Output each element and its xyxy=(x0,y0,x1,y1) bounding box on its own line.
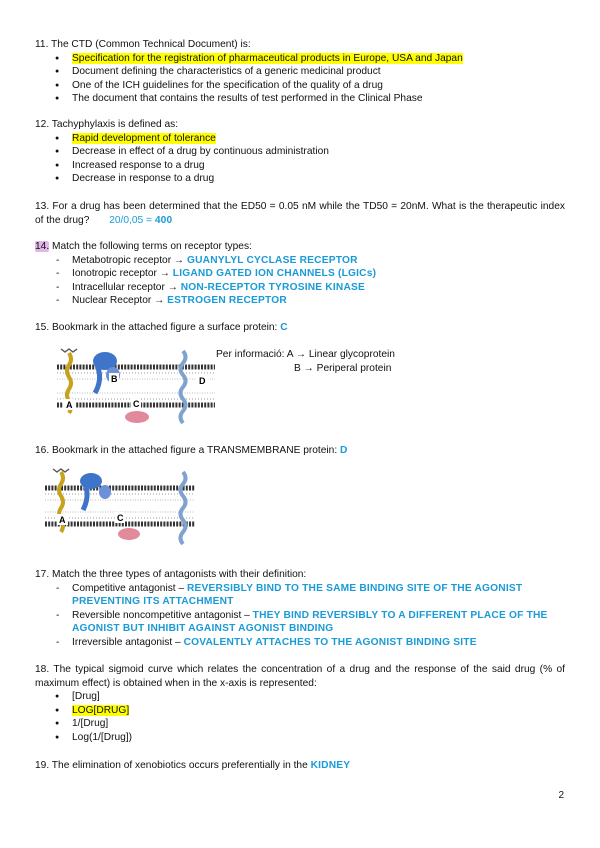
question-text: 11. The CTD (Common Technical Document) is: xyxy=(35,39,251,50)
surface-protein-c xyxy=(125,411,149,423)
question-text: 12. Tachyphylaxis is defined as: xyxy=(35,119,179,130)
question-text: 16. Bookmark in the attached figure a TRANSMEMBRANE protein: xyxy=(35,445,341,456)
page-number: 2 xyxy=(558,790,564,801)
options-list xyxy=(35,52,565,106)
question-text: 15. Bookmark in the attached figure a surface protein: xyxy=(35,322,281,333)
match-list xyxy=(35,254,565,308)
membrane-figure-1 xyxy=(57,345,215,427)
label-a: A xyxy=(59,515,66,525)
answer-text: NON-RECEPTOR TYROSINE KINASE xyxy=(180,281,365,293)
match-item xyxy=(35,254,565,268)
question-13 xyxy=(35,200,565,227)
label-c: C xyxy=(133,399,140,409)
highlighted-answer: Rapid development of tolerance xyxy=(72,132,216,144)
term: Ionotropic receptor → xyxy=(72,268,173,280)
match-item xyxy=(35,636,565,650)
highlighted-answer: Specification for the registration of pharmaceutical products in Europe, USA and Japan xyxy=(72,52,463,64)
match-item xyxy=(35,582,565,609)
question-line xyxy=(35,240,565,254)
question-11 xyxy=(35,38,565,106)
term: Intracellular receptor → xyxy=(72,281,181,293)
answer-text: C xyxy=(280,322,288,333)
transmembrane-protein-d xyxy=(181,472,186,544)
figure-note xyxy=(216,348,395,376)
highlighted-answer: LOG[DRUG] xyxy=(72,704,130,716)
answer-text: ESTROGEN RECEPTOR xyxy=(167,295,287,307)
term: Reversible noncompetitive antagonist – xyxy=(72,609,253,621)
calc-text: 20/0,05 = xyxy=(109,214,155,226)
peripheral-protein-b xyxy=(80,473,111,510)
note-line-2: B → Periperal protein xyxy=(294,363,392,374)
question-text: 18. The typical sigmoid curve which relates the concentration of a drug and the response of the said drug (% of maximum effect) is obtained when in the x-axis is represented: xyxy=(35,664,565,689)
term: Competitive antagonist – xyxy=(72,582,187,594)
option xyxy=(35,132,565,146)
match-list xyxy=(35,582,565,650)
question-line xyxy=(35,321,565,335)
label-d: D xyxy=(199,376,206,386)
question-text: 19. The elimination of xenobiotics occurs preferentially in the xyxy=(35,760,311,771)
options-list xyxy=(35,132,565,186)
option: ● Decrease in response to a drug xyxy=(35,172,565,186)
term: Irreversible antagonist – xyxy=(72,636,184,648)
answer-text: D xyxy=(340,445,348,456)
option xyxy=(35,52,565,66)
question-text: 17. Match the three types of antagonists with their definition: xyxy=(35,569,307,580)
question-15 xyxy=(35,321,565,335)
label-c: C xyxy=(117,513,124,523)
option: ● One of the ICH guidelines for the specification of the quality of a drug xyxy=(35,79,565,93)
option: ● The document that contains the results of test performed in the Clinical Phase xyxy=(35,92,565,106)
question-line xyxy=(35,759,565,773)
option: ● Increased response to a drug xyxy=(35,159,565,173)
question-text-wrap xyxy=(35,200,565,227)
term: Metabotropic receptor → xyxy=(72,254,187,266)
question-text: 13. For a drug has been determined that the ED50 = 0.05 nM while the TD50 = 20nM. What is the therapeutic index of the drug? xyxy=(35,201,565,226)
answer-text: 400 xyxy=(154,214,173,226)
note-line-1: Per informació: A → Linear glycoprotein xyxy=(216,349,395,360)
option: ● [Drug] xyxy=(35,690,565,704)
question-number: 14. xyxy=(35,241,50,252)
label-b: B xyxy=(111,374,118,384)
label-a: A xyxy=(66,400,73,410)
question-19 xyxy=(35,759,565,773)
match-item xyxy=(35,281,565,295)
answer-text: REVERSIBLY BIND TO THE SAME BINDING SITE OF THE AGONIST PREVENTING ITS ATTACHMENT xyxy=(72,582,523,608)
answer-text: KIDNEY xyxy=(310,760,351,771)
surface-protein-c xyxy=(118,528,140,540)
match-item xyxy=(35,609,565,636)
question-17 xyxy=(35,568,565,650)
option xyxy=(35,704,565,718)
question-14 xyxy=(35,240,565,308)
answer-text: LIGAND GATED ION CHANNELS (LGICs) xyxy=(172,268,377,280)
match-item xyxy=(35,267,565,281)
answer-text: GUANYLYL CYCLASE RECEPTOR xyxy=(186,254,358,266)
question-text: Match the following terms on receptor types: xyxy=(49,241,252,252)
answer-text: THEY BIND REVERSIBLY TO A DIFFERENT PLACE OF THE AGONIST BUT INHIBIT AGAINST AGONIST BINDING xyxy=(72,609,548,635)
option: ● Decrease in effect of a drug by continuous administration xyxy=(35,145,565,159)
option: ● 1/[Drug] xyxy=(35,717,565,731)
option: ● Document defining the characteristics of a generic medicinal product xyxy=(35,65,565,79)
question-18 xyxy=(35,663,565,745)
answer-text: COVALENTLY ATTACHES TO THE AGONIST BINDING SITE xyxy=(183,636,477,648)
term: Nuclear Receptor → xyxy=(72,295,168,307)
match-item xyxy=(35,294,565,308)
question-12 xyxy=(35,118,565,186)
option: ● Log(1/[Drug]) xyxy=(35,731,565,745)
question-line xyxy=(35,444,565,458)
membrane-figure-2 xyxy=(45,466,195,546)
options-list xyxy=(35,690,565,744)
question-16 xyxy=(35,444,565,458)
